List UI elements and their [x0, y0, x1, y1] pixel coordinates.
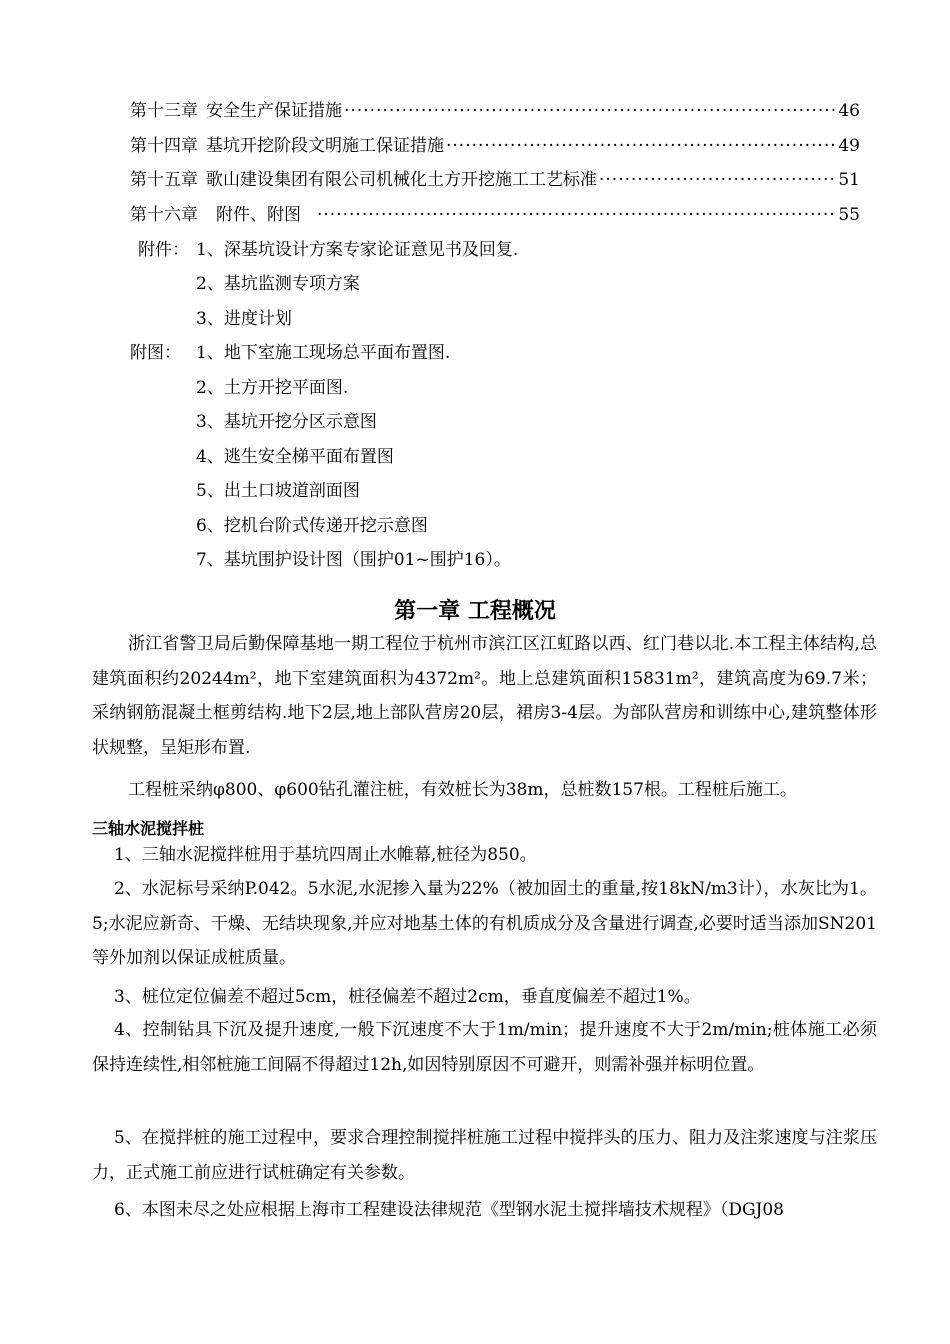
toc-title: 安全生产保证措施	[206, 101, 342, 121]
section-item: 4、控制钻具下沉及提升速度,一般下沉速度不大于1m/min；提升速度不大于2m/min;桩体施工必须保持连续性,相邻桩施工间隔不得超过12h,如因特别原因不可避开，则需补强并标明位置。	[92, 1020, 877, 1075]
figure-item: 1、地下室施工现场总平面布置图.	[196, 343, 451, 363]
chapter-heading: 第一章 工程概况	[394, 599, 556, 624]
toc-leader	[599, 168, 836, 192]
paragraph-overview: 浙江省警卫局后勤保障基地一期工程位于杭州市滨江区江虹路以西、红门巷以北.本工程主体结构,总建筑面积约20244m²，地下室建筑面积为4372m²。地上总建筑面积15831m²，建筑高度为69.7米；采纳钢筋混凝土框剪结构.地下2层,地上部队营房20层，裙房3-4层。为部队营房和训练中心,建筑整体形状规整，呈矩形布置.	[92, 634, 877, 758]
toc-title: 基坑开挖阶段文明施工保证措施	[206, 136, 444, 156]
paragraph-piles: 工程桩采纳φ800、φ600钻孔灌注桩，有效桩长为38m，总桩数157根。工程桩后施工。	[128, 780, 797, 800]
toc-leader	[344, 99, 836, 123]
toc-entry[interactable]	[130, 99, 860, 123]
section-item: 6、本图未尽之处应根据上海市工程建设法律规范《型钢水泥土搅拌墙技术规程》（DGJ08	[114, 1200, 784, 1220]
toc-chapter: 第十四章	[130, 136, 198, 156]
section-item: 5、在搅拌桩的施工过程中，要求合理控制搅拌桩施工过程中搅拌头的压力、阻力及注浆速度与注浆压力，正式施工前应进行试桩确定有关参数。	[92, 1128, 877, 1183]
figure-item: 4、逃生安全梯平面布置图	[196, 447, 394, 467]
toc-page: 49	[838, 136, 860, 156]
figure-item: 2、土方开挖平面图.	[196, 378, 349, 398]
section-item: 2、水泥标号采纳P.042。5水泥,水泥掺入量为22%（被加固土的重量,按18kN/m3计），水灰比为1。5;水泥应新奇、干燥、无结块现象,并应对地基土体的有机质成分及含量进行调查,必要时适当添加SN201等外加剂以保证成桩质量。	[92, 879, 877, 968]
toc-chapter: 第十三章	[130, 101, 198, 121]
toc-leader	[317, 203, 836, 227]
toc-title: 附件、附图	[216, 205, 301, 225]
section-heading: 三轴水泥搅拌桩	[92, 819, 205, 838]
toc-page: 55	[838, 205, 860, 225]
figures-label: 附图：	[130, 343, 181, 363]
figure-item: 6、挖机台阶式传递开挖示意图	[196, 516, 428, 536]
figure-item: 3、基坑开挖分区示意图	[196, 412, 377, 432]
attachment-item: 1、深基坑设计方案专家论证意见书及回复.	[196, 240, 519, 260]
attachment-item: 3、进度计划	[196, 309, 292, 329]
toc-page: 51	[838, 170, 860, 190]
toc-chapter: 第十六章	[130, 205, 198, 225]
toc-entry[interactable]	[130, 203, 860, 227]
section-item: 1、三轴水泥搅拌桩用于基坑四周止水帷幕,桩径为850。	[114, 845, 537, 865]
figure-item: 7、基坑围护设计图（围护01~围护16）。	[196, 550, 511, 570]
toc-title: 歌山建设集团有限公司机械化土方开挖施工工艺标准	[206, 170, 597, 190]
section-item: 3、桩位定位偏差不超过5cm，桩径偏差不超过2cm，垂直度偏差不超过1%。	[114, 987, 701, 1007]
figure-item: 5、出土口坡道剖面图	[196, 481, 360, 501]
attachment-item: 2、基坑监测专项方案	[196, 274, 360, 294]
toc-entry[interactable]	[130, 168, 860, 192]
toc-entry[interactable]	[130, 134, 860, 158]
toc-page: 46	[838, 101, 860, 121]
toc-chapter: 第十五章	[130, 170, 198, 190]
attachments-label: 附件：	[138, 240, 189, 260]
toc-leader	[446, 134, 836, 158]
